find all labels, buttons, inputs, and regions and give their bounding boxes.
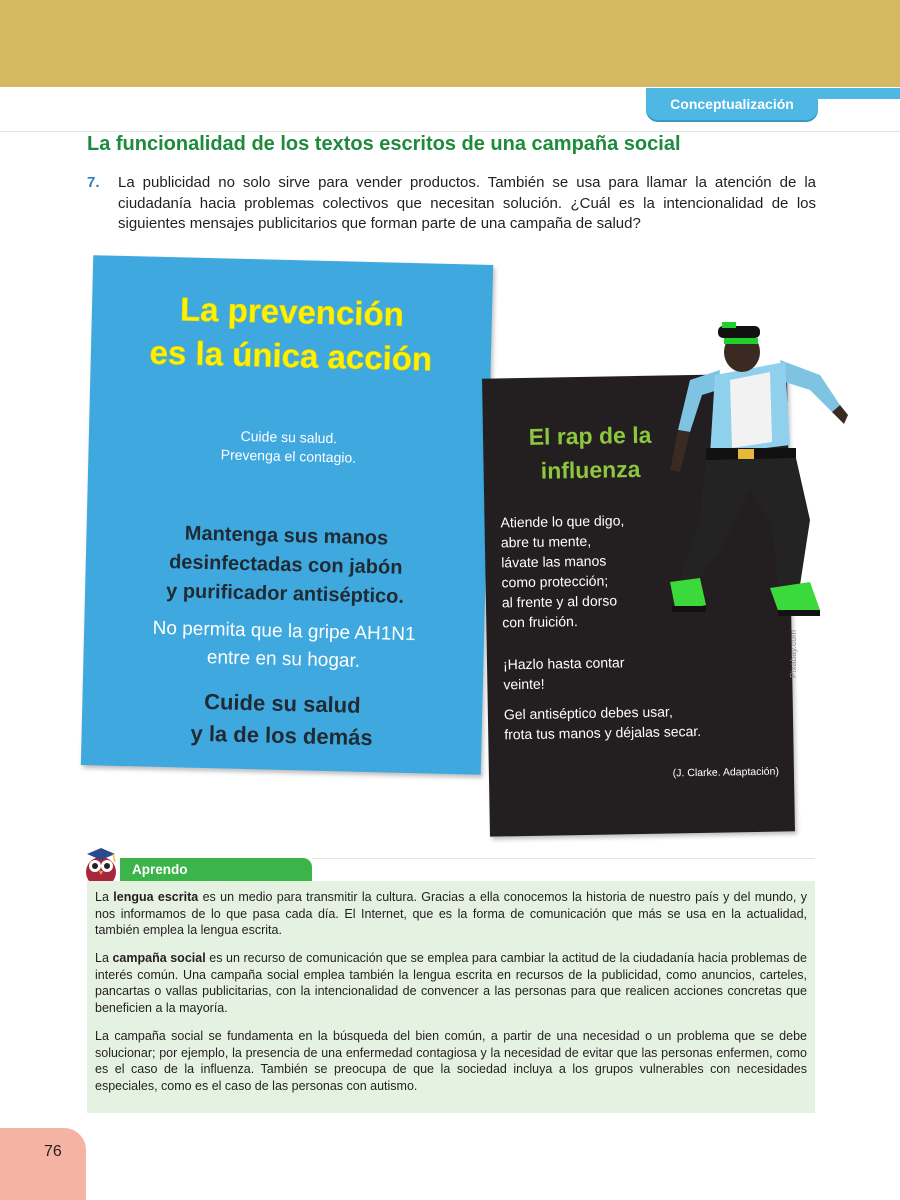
header-band <box>0 0 900 87</box>
aprendo-paragraph-written-language <box>95 889 807 939</box>
title-line: influenza <box>540 455 641 484</box>
message-line: Cuide su salud <box>203 689 361 718</box>
rap-author-credit: (J. Clarke. Adaptación) <box>672 765 780 780</box>
aprendo-paragraph-common-good: La campaña social se fundamenta en la búsqueda del bien común, a partir de una necesidad o un problema que se debe solucionar; por ejemplo, la presencia de una enfermedad contagiosa y la necesidad de evitar que las personas enfermen, como es el caso de la influenza. También se preocupa de que la sociedad incluya a los grupos vulnerables con necesidades especiales, como es el caso de las personas con autismo. <box>95 1029 807 1093</box>
rap-poster-title <box>495 417 686 488</box>
page-number-tab <box>0 1128 86 1200</box>
verse-line: como protección; <box>501 572 609 591</box>
verse-line: con fruición. <box>502 613 578 631</box>
verse-line: lávate las manos <box>501 552 607 571</box>
text-run: es un recurso de comunicación que se emplea para cambiar la actitud de la ciudadanía hacia problemas de interés común. Una campaña social emplea también la lengua escrita en recursos de la publicidad, como anuncios, carteles, pancartas o vallas publicitarias, con la intencionalidad de convencer a las personas para que realicen acciones concretas que beneficien a la mayoría. <box>95 951 807 1015</box>
section-tab-bar <box>812 88 900 99</box>
photo-credit: Pixabay.com <box>788 629 798 678</box>
message-line: entre en su hogar. <box>206 647 361 672</box>
header-divider <box>0 131 900 132</box>
message-line: No permita que la gripe AH1N1 <box>152 617 416 646</box>
section-heading: La funcionalidad de los textos escritos de una campaña social <box>87 133 681 155</box>
prevention-poster-title <box>110 286 472 383</box>
key-term: campaña social <box>112 951 206 965</box>
aprendo-divider <box>312 858 815 859</box>
text-run: La <box>95 951 113 965</box>
subtitle-line: Prevenga el contagio. <box>220 446 357 466</box>
verse-line: abre tu mente, <box>500 532 592 551</box>
text-run: La <box>95 890 114 904</box>
rap-verse-3 <box>504 699 785 744</box>
title-line: El rap de la <box>528 421 652 450</box>
subtitle-line: Cuide su salud. <box>240 427 338 447</box>
verse-line: al frente y al dorso <box>501 592 618 611</box>
rap-verse-1 <box>500 509 682 632</box>
rap-verse-2 <box>503 651 684 694</box>
question-text: La publicidad no solo sirve para vender productos. También se usa para llamar la atención de la ciudadanía hacia problemas colectivos que necesitan solución. ¿Cuál es la intencionalidad de los siguientes mensajes publicitarios que forman parte de una campaña de salud? <box>118 174 816 232</box>
aprendo-paragraph-social-campaign <box>95 950 807 1016</box>
message-line: y la de los demás <box>190 720 373 751</box>
care-message <box>101 684 462 757</box>
text-run: es un medio para transmitir la cultura. Gracias a ella conocemos la historia de nuestro país y del mundo, y nos informamos de lo que pasa cada día. El Internet, que es la forma de comunicación que más se usa en la actualidad, también emplea la lengua escrita. <box>95 890 807 938</box>
verse-line: Gel antiséptico debes usar, <box>503 703 673 723</box>
verse-line: Atiende lo que digo, <box>500 512 625 531</box>
question-number: 7. <box>87 174 100 191</box>
message-line: y purificador antiséptico. <box>165 580 405 608</box>
title-line: es la única acción <box>149 333 433 378</box>
dancer-illustration <box>660 320 860 660</box>
aprendo-label: Aprendo <box>120 858 312 881</box>
title-line: La prevención <box>179 290 405 333</box>
verse-line: veinte! <box>503 675 545 693</box>
key-term: lengua escrita <box>113 890 199 904</box>
flu-message <box>103 614 464 679</box>
hands-message <box>105 518 467 614</box>
page-number: 76 <box>44 1143 62 1160</box>
prevention-poster-subtitle <box>108 424 469 471</box>
verse-line: ¡Hazlo hasta contar <box>502 654 625 673</box>
verse-line: frota tus manos y déjalas secar. <box>504 722 702 743</box>
message-line: Mantenga sus manos <box>184 522 389 550</box>
prevention-poster <box>81 255 493 775</box>
section-label: Conceptualización <box>646 88 818 120</box>
message-line: desinfectadas con jabón <box>168 551 403 579</box>
